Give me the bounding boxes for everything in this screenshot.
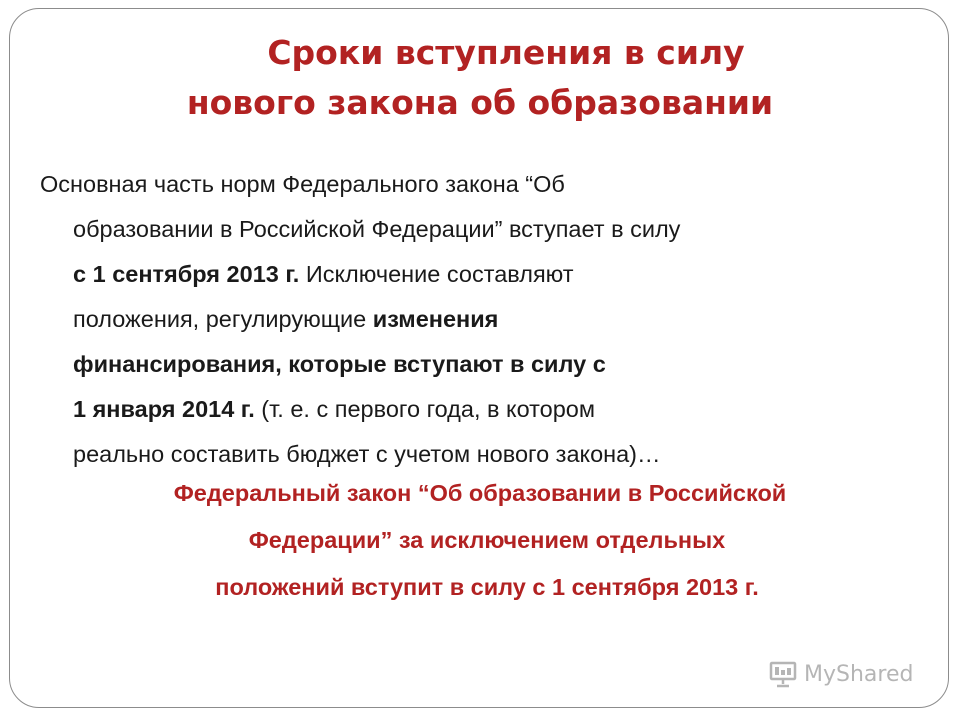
body-line-3-rest: Исключение составляют: [299, 261, 574, 287]
body-line-7: реально составить бюджет с учетом нового закона)…: [73, 441, 661, 467]
watermark-text: MyShared: [804, 661, 914, 687]
body-line-6-rest: (т. е. с первого года, в котором: [254, 396, 595, 422]
body-line-5: [40, 342, 920, 387]
body-line-4-bold: изменения: [372, 306, 499, 332]
title-line-2: нового закона об образовании: [186, 83, 774, 122]
body-line-5-bold: финансирования, которые вступают в силу с: [73, 351, 606, 377]
conclusion-line-1: Федеральный закон “Об образовании в Российской: [173, 480, 787, 506]
slide-title: [0, 28, 960, 128]
presentation-board-icon: [768, 659, 798, 689]
body-line-3: [40, 252, 920, 297]
watermark: [768, 656, 913, 692]
body-line-4: [40, 297, 920, 342]
title-line-1: Сроки вступления в силу: [267, 33, 745, 72]
body-line-4-normal: положения, регулирующие: [73, 306, 373, 332]
conclusion-line-2: Федерации” за исключением отдельных: [248, 527, 726, 553]
body-line-1: Основная часть норм Федерального закона “Об: [40, 171, 565, 197]
conclusion-paragraph: [0, 470, 960, 611]
effective-date-bold: с 1 сентября 2013 г.: [73, 261, 300, 287]
body-paragraph: [40, 162, 920, 477]
body-line-2: образовании в Российской Федерации” вступает в силу: [73, 216, 681, 242]
body-line-6: [40, 387, 920, 432]
financing-date-bold: 1 января 2014 г.: [73, 396, 255, 422]
conclusion-line-3: положений вступит в силу с 1 сентября 2013 г.: [215, 574, 759, 600]
